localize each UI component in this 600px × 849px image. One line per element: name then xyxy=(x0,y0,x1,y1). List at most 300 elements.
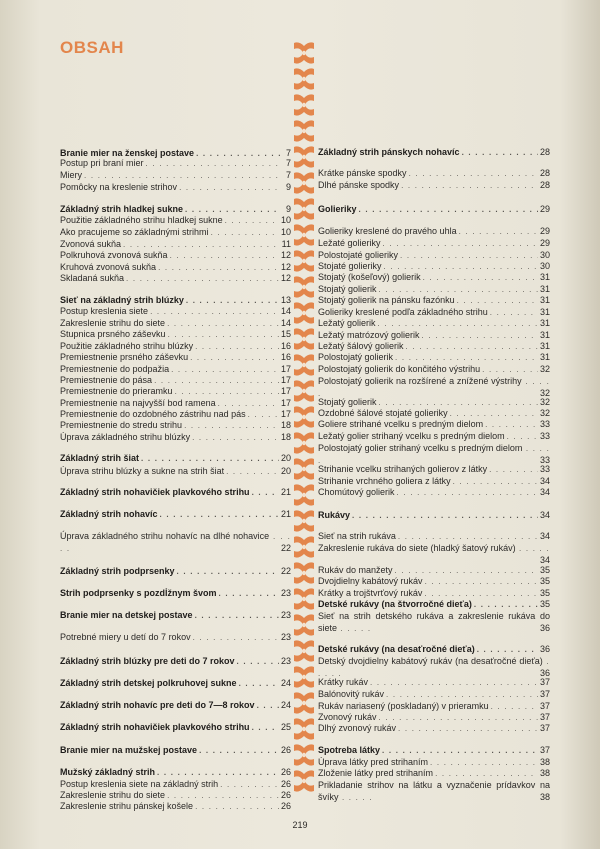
toc-entry-title: Stojatý golierik xyxy=(318,284,377,294)
toc-entry-title: Chomútový golierik xyxy=(318,487,395,497)
ornament-motif xyxy=(294,432,314,453)
toc-page-number: 17 xyxy=(280,364,291,374)
toc-leader-dots xyxy=(378,318,538,330)
toc-entry-title: Potrebné miery u detí do 7 rokov xyxy=(60,632,191,642)
toc-entry-title: Polostojaté golieriky xyxy=(318,250,399,260)
toc-leader-dots xyxy=(123,239,280,251)
toc-entry-title: Rukáv nariasený (poskladaný) v prieramku xyxy=(318,701,489,711)
toc-section-heading xyxy=(318,510,550,522)
toc-page-number: 20 xyxy=(280,453,291,463)
toc-leader-dots xyxy=(179,182,280,194)
toc-leader-dots xyxy=(150,306,279,318)
toc-leader-dots: . . . . . xyxy=(318,377,550,398)
toc-entry xyxy=(60,632,291,644)
toc-leader-dots xyxy=(195,801,279,813)
toc-page-number: 31 xyxy=(539,295,550,305)
toc-entry-title: Ozdobné šálové stojaté golieriky xyxy=(318,408,448,418)
toc-page-number: 10 xyxy=(280,227,291,237)
toc-leader-dots xyxy=(382,745,538,757)
ornament-motif xyxy=(294,484,314,505)
toc-page-number: 38 xyxy=(539,757,550,767)
toc-page-number: 10 xyxy=(280,215,291,225)
toc-page-number: 32 xyxy=(539,387,550,398)
toc-page-number: 30 xyxy=(539,250,550,260)
toc-leader-dots: . . . . . xyxy=(318,444,550,465)
ornament-motif xyxy=(294,120,314,141)
toc-leader-dots: . . . . . xyxy=(515,544,550,553)
toc-entry xyxy=(318,443,550,466)
toc-entry xyxy=(318,272,550,284)
toc-entry xyxy=(318,531,550,543)
toc-entry-title: Premiestnenie do pása xyxy=(60,375,153,385)
toc-leader-dots xyxy=(395,565,538,577)
toc-entry xyxy=(318,419,550,431)
toc-entry-title: Branie mier na ženskej postave xyxy=(60,148,195,158)
ornament-motif xyxy=(294,276,314,297)
toc-leader-dots xyxy=(450,408,538,420)
toc-leader-dots xyxy=(383,238,538,250)
ornament-motif xyxy=(294,588,314,609)
toc-page-number: 36 xyxy=(539,667,550,678)
toc-section-heading xyxy=(60,453,291,465)
ornament-motif xyxy=(294,224,314,245)
toc-entry-title: Základný strih nohavíc pre deti do 7—8 rokov xyxy=(60,700,255,710)
toc-entry-title: Zakreslenie strihu do siete xyxy=(60,318,166,328)
toc-entry-title: Zakreslenie strihu do siete xyxy=(60,790,166,800)
toc-page-number: 17 xyxy=(280,386,291,396)
toc-page-number: 31 xyxy=(539,318,550,328)
toc-entry xyxy=(318,656,550,679)
toc-leader-dots xyxy=(370,677,538,689)
toc-page-number: 25 xyxy=(280,722,291,732)
toc-page-number: 29 xyxy=(539,226,550,236)
toc-leader-dots xyxy=(190,352,279,364)
toc-page-number: 33 xyxy=(539,419,550,429)
toc-section-heading xyxy=(60,767,291,779)
toc-page-number: 24 xyxy=(280,678,291,688)
ornament-motif xyxy=(294,302,314,323)
toc-entry-title: Dvojdielny kabátový rukáv xyxy=(318,576,423,586)
toc-leader-dots xyxy=(474,599,538,611)
toc-entry-title: Polostojatý golier strihaný vcelku s predným dielom xyxy=(318,443,523,453)
toc-entry xyxy=(60,386,291,398)
toc-page-number: 36 xyxy=(539,644,550,654)
toc-entry-title: Golieriky xyxy=(318,204,357,214)
toc-leader-dots xyxy=(489,464,538,476)
toc-section-heading xyxy=(60,588,291,600)
toc-page-number: 34 xyxy=(539,487,550,497)
toc-entry xyxy=(318,431,550,443)
toc-leader-dots xyxy=(193,632,279,644)
toc-entry-title: Mužský základný strih xyxy=(60,767,156,777)
toc-leader-dots xyxy=(126,273,279,285)
toc-page-number: 26 xyxy=(280,790,291,800)
toc-entry xyxy=(318,780,550,803)
toc-entry xyxy=(318,352,550,364)
ornament-motif xyxy=(294,718,314,739)
toc-leader-dots xyxy=(425,576,538,588)
ornament-motif xyxy=(294,640,314,661)
toc-page-number: 35 xyxy=(539,576,550,586)
toc-entry-title: Krátke pánske spodky xyxy=(318,168,407,178)
toc-entry xyxy=(318,168,550,180)
toc-page-number: 12 xyxy=(280,273,291,283)
toc-leader-dots xyxy=(211,227,279,239)
toc-leader-dots xyxy=(485,419,538,431)
toc-page-number: 29 xyxy=(539,238,550,248)
toc-page-number: 33 xyxy=(539,431,550,441)
toc-leader-dots xyxy=(400,250,538,262)
toc-entry-title: Branie mier na detskej postave xyxy=(60,610,193,620)
ornament-motif xyxy=(294,146,314,167)
toc-entry xyxy=(60,250,291,262)
toc-leader-dots xyxy=(430,757,538,769)
toc-entry-title: Krátky rukáv xyxy=(318,677,369,687)
toc-entry-title: Zvonový rukáv xyxy=(318,712,377,722)
toc-leader-dots xyxy=(359,204,538,216)
toc-leader-dots xyxy=(490,307,538,319)
toc-page-number: 33 xyxy=(539,454,550,465)
toc-page-number: 37 xyxy=(539,712,550,722)
toc-page-number: 16 xyxy=(280,341,291,351)
toc-leader-dots xyxy=(422,330,538,342)
toc-leader-dots xyxy=(185,204,280,216)
toc-entry-title: Miery xyxy=(60,170,82,180)
toc-leader-dots xyxy=(160,509,279,521)
toc-entry-title: Premiestnenie do stredu strihu xyxy=(60,420,183,430)
toc-page-number: 26 xyxy=(280,779,291,789)
toc-entry xyxy=(318,723,550,735)
toc-page-number: 26 xyxy=(280,767,291,777)
toc-page-number: 37 xyxy=(539,745,550,755)
toc-entry-title: Strihanie vcelku strihaných golierov z látky xyxy=(318,464,488,474)
toc-leader-dots xyxy=(239,678,279,690)
toc-page-number: 38 xyxy=(539,791,550,802)
toc-entry-title: Krátky a trojštvrťový rukáv xyxy=(318,588,423,598)
toc-section-heading xyxy=(318,147,550,159)
toc-leader-dots xyxy=(177,566,279,578)
toc-entry-title: Sieť na strih detského rukáva a zakreslenie rukáva do siete xyxy=(318,611,550,633)
toc-leader-dots xyxy=(192,432,279,444)
toc-entry xyxy=(60,352,291,364)
toc-page-number: 22 xyxy=(280,566,291,576)
toc-leader-dots xyxy=(401,180,538,192)
toc-entry-title: Úprava strihu blúzky a sukne na strih šiat xyxy=(60,466,225,476)
toc-leader-dots xyxy=(219,588,279,600)
toc-entry-title: Stojatý golierik na pánsku fazónku xyxy=(318,295,455,305)
toc-page-number: 12 xyxy=(280,250,291,260)
toc-entry xyxy=(318,677,550,689)
toc-leader-dots xyxy=(184,420,279,432)
toc-page-number: 29 xyxy=(539,204,550,214)
toc-entry xyxy=(318,295,550,307)
toc-leader-dots xyxy=(167,790,279,802)
toc-page-number: 31 xyxy=(539,272,550,282)
toc-section-heading xyxy=(60,509,291,521)
toc-page-number: 18 xyxy=(280,420,291,430)
toc-page-number: 34 xyxy=(539,510,550,520)
toc-page-number: 30 xyxy=(539,261,550,271)
toc-entry-title: Premiestnenie do prieramku xyxy=(60,386,173,396)
toc-page-number: 24 xyxy=(280,700,291,710)
toc-leader-dots xyxy=(171,364,279,376)
toc-entry-title: Kruhová zvonová sukňa xyxy=(60,262,157,272)
ornament-motif xyxy=(294,172,314,193)
toc-leader-dots xyxy=(379,712,538,724)
ornament-motif xyxy=(294,354,314,375)
toc-entry-title: Základný strih pánskych nohavíc xyxy=(318,147,460,157)
toc-entry-title: Postup pri braní mier xyxy=(60,158,144,168)
toc-page-number: 33 xyxy=(539,464,550,474)
toc-page-number: 32 xyxy=(539,397,550,407)
toc-section-heading xyxy=(60,745,291,757)
toc-leader-dots xyxy=(252,722,279,734)
toc-entry-title: Základný strih hladkej sukne xyxy=(60,204,184,214)
toc-leader-dots xyxy=(482,364,538,376)
toc-leader-dots: . . . . . xyxy=(318,657,550,678)
ornament-motif xyxy=(294,744,314,765)
toc-page-number: 7 xyxy=(285,148,291,158)
ornament-motif xyxy=(294,510,314,531)
toc-entry-title: Dlhé pánske spodky xyxy=(318,180,400,190)
ornament-motif xyxy=(294,614,314,635)
toc-leader-dots xyxy=(395,352,538,364)
toc-page-number: 35 xyxy=(539,565,550,575)
toc-page-number: 17 xyxy=(280,398,291,408)
toc-page-number: 21 xyxy=(280,509,291,519)
toc-section-heading xyxy=(60,678,291,690)
toc-leader-dots xyxy=(352,510,538,522)
toc-entry-title: Ležaté golieriky xyxy=(318,238,381,248)
toc-entry-title: Spotreba látky xyxy=(318,745,381,755)
toc-page-number: 26 xyxy=(280,801,291,811)
toc-leader-dots xyxy=(379,397,538,409)
toc-entry xyxy=(60,182,291,194)
toc-entry xyxy=(318,464,550,476)
toc-entry-title: Úprava základného strihu blúzky xyxy=(60,432,191,442)
toc-leader-dots xyxy=(459,226,538,238)
toc-entry xyxy=(60,227,291,239)
toc-entry xyxy=(60,466,291,478)
toc-leader-dots xyxy=(462,147,538,159)
toc-leader-dots xyxy=(386,689,538,701)
toc-page-number: 7 xyxy=(285,158,291,168)
toc-leader-dots xyxy=(491,701,538,713)
toc-leader-dots xyxy=(157,767,279,779)
toc-entry-title: Premiestnenie na najvyšší bod ramena xyxy=(60,398,216,408)
toc-entry-title: Dlhý zvonový rukáv xyxy=(318,723,397,733)
toc-entry xyxy=(60,531,291,554)
toc-page-number: 32 xyxy=(539,364,550,374)
toc-entry-title: Sieť na základný strih blúzky xyxy=(60,295,184,305)
toc-leader-dots xyxy=(397,487,538,499)
ornament-motif xyxy=(294,406,314,427)
toc-entry xyxy=(318,611,550,634)
toc-page-number: 34 xyxy=(539,531,550,541)
toc-page-number: 21 xyxy=(280,487,291,497)
toc-entry xyxy=(60,215,291,227)
toc-entry-title: Ležatý golier strihaný vcelku s predným dielom xyxy=(318,431,505,441)
toc-entry-title: Postup kreslenia siete xyxy=(60,306,149,316)
toc-entry-title: Použitie základného strihu blúzky xyxy=(60,341,194,351)
toc-entry-title: Polkruhová zvonová sukňa xyxy=(60,250,168,260)
toc-leader-dots xyxy=(252,487,279,499)
toc-entry-title: Rukávy xyxy=(318,510,351,520)
toc-section-heading xyxy=(60,722,291,734)
toc-page-number: 23 xyxy=(280,656,291,666)
ornament-motif xyxy=(294,42,314,63)
toc-entry-title: Základný strih nohavičiek plavkového strihu xyxy=(60,722,250,732)
toc-entry-title: Golieriky kreslené do pravého uhla xyxy=(318,226,457,236)
toc-leader-dots xyxy=(507,431,538,443)
toc-page-number: 26 xyxy=(280,745,291,755)
toc-page-number: 7 xyxy=(285,170,291,180)
toc-entry-title: Základný strih podprsenky xyxy=(60,566,175,576)
toc-section-heading xyxy=(318,644,550,656)
toc-entry xyxy=(318,576,550,588)
toc-entry-title: Goliere strihané vcelku s predným dielom xyxy=(318,419,484,429)
toc-leader-dots xyxy=(457,295,538,307)
toc-entry-title: Ležatý matrózový golierik xyxy=(318,330,420,340)
toc-entry-title: Stojaté golieriky xyxy=(318,261,382,271)
toc-entry-title: Úprava základného strihu nohavíc na dlhé nohavice xyxy=(60,531,270,541)
ornamental-border xyxy=(293,40,315,815)
toc-leader-dots xyxy=(168,329,279,341)
toc-entry-title: Stojatý golierik xyxy=(318,397,377,407)
toc-page-number: 22 xyxy=(280,542,291,553)
toc-leader-dots xyxy=(146,158,280,170)
toc-entry xyxy=(60,432,291,444)
ornament-motif xyxy=(294,68,314,89)
toc-entry xyxy=(60,420,291,432)
toc-page-number: 28 xyxy=(539,168,550,178)
toc-entry-title: Premiestnenie prsného záševku xyxy=(60,352,189,362)
toc-entry-title: Detské rukávy (na štvorročné dieťa) xyxy=(318,599,472,609)
toc-page-number: 12 xyxy=(280,262,291,272)
toc-page-number: 20 xyxy=(280,466,291,476)
toc-page-number: 23 xyxy=(280,610,291,620)
toc-entry-title: Polostojatý golierik na rozšírené a znížené výstrihy xyxy=(318,376,522,386)
toc-entry-title: Ležatý šálový golierik xyxy=(318,341,404,351)
ornament-motif xyxy=(294,536,314,557)
ornament-motif xyxy=(294,328,314,349)
toc-entry-title: Strih podprsenky s pozdĺžnym švom xyxy=(60,588,217,598)
toc-leader-dots xyxy=(195,610,279,622)
ornament-motif xyxy=(294,562,314,583)
toc-entry-title: Použitie základného strihu hladkej sukne xyxy=(60,215,223,225)
toc-entry xyxy=(318,364,550,376)
toc-page-number: 17 xyxy=(280,375,291,385)
toc-page-number: 17 xyxy=(280,409,291,419)
toc-page-number: 28 xyxy=(539,180,550,190)
toc-leader-dots xyxy=(453,476,538,488)
toc-entry-title: Stojatý (košeľový) golierik xyxy=(318,272,421,282)
toc-entry xyxy=(60,306,291,318)
toc-page-number: 31 xyxy=(539,284,550,294)
toc-entry xyxy=(318,487,550,499)
toc-leader-dots xyxy=(220,779,279,791)
toc-leader-dots xyxy=(237,656,279,668)
toc-leader-dots xyxy=(435,768,538,780)
toc-leader-dots xyxy=(175,386,279,398)
toc-leader-dots xyxy=(141,453,279,465)
toc-entry-title: Skladaná sukňa xyxy=(60,273,125,283)
toc-leader-dots xyxy=(167,318,279,330)
toc-entry-title: Detské rukávy (na desaťročné dieťa) xyxy=(318,644,475,654)
toc-page-number: 28 xyxy=(539,147,550,157)
toc-page-number: 16 xyxy=(280,352,291,362)
toc-leader-dots: . . . . . xyxy=(60,532,291,553)
toc-entry-title: Ležatý golierik xyxy=(318,318,376,328)
toc-entry xyxy=(318,768,550,780)
toc-entry-title: Rukáv do manžety xyxy=(318,565,393,575)
toc-page-number: 9 xyxy=(285,182,291,192)
toc-page-number: 23 xyxy=(280,588,291,598)
ornament-motif xyxy=(294,692,314,713)
ornament-motif xyxy=(294,458,314,479)
toc-leader-dots xyxy=(158,262,279,274)
toc-page-number: 18 xyxy=(280,432,291,442)
toc-entry-title: Základný strih šiat xyxy=(60,453,140,463)
toc-entry-title: Strihanie vrchného goliera z látky xyxy=(318,476,451,486)
toc-entry-title: Zloženie látky pred strihaním xyxy=(318,768,434,778)
toc-entry xyxy=(318,376,550,399)
toc-section-heading xyxy=(318,204,550,216)
page-title: OBSAH xyxy=(60,38,124,57)
toc-entry-title: Prikladanie strihov na látku a vyznačenie prídavkov na švíky xyxy=(318,780,550,802)
toc-leader-dots xyxy=(424,588,538,600)
toc-entry xyxy=(318,238,550,250)
toc-section-heading xyxy=(60,566,291,578)
toc-entry-title: Zakreslenie rukáva do siete (hladký šatový rukáv) xyxy=(318,543,516,553)
toc-leader-dots xyxy=(186,295,279,307)
toc-entry xyxy=(60,801,291,813)
toc-entry-title: Premiestnenie do ozdobného zástrihu nad pás xyxy=(60,409,246,419)
toc-leader-dots xyxy=(248,409,279,421)
toc-page-number: 34 xyxy=(539,476,550,486)
toc-page-number: 14 xyxy=(280,306,291,316)
page-number: 219 xyxy=(292,820,308,830)
toc-page-number: 38 xyxy=(539,768,550,778)
toc-entry xyxy=(60,329,291,341)
toc-entry-title: Úprava látky pred strihaním xyxy=(318,757,429,767)
toc-page-number: 31 xyxy=(539,352,550,362)
toc-entry-title: Premiestnenie do podpažia xyxy=(60,364,170,374)
toc-leader-dots xyxy=(199,745,279,757)
toc-leader-dots xyxy=(398,531,538,543)
toc-entry-title: Základný strih nohavíc xyxy=(60,509,158,519)
toc-leader-dots xyxy=(409,168,538,180)
toc-page-number: 34 xyxy=(539,554,550,565)
toc-entry-title: Golieriky kreslené podľa základného strihu xyxy=(318,307,488,317)
toc-section-heading xyxy=(60,610,291,622)
toc-entry-title: Základný strih detskej polkruhovej sukne xyxy=(60,678,237,688)
toc-page-number: 35 xyxy=(539,588,550,598)
toc-section-heading xyxy=(318,745,550,757)
toc-section-heading xyxy=(318,599,550,611)
toc-page-number: 36 xyxy=(539,622,550,633)
toc-leader-dots xyxy=(423,272,538,284)
ornament-motif xyxy=(294,380,314,401)
toc-leader-dots xyxy=(225,215,279,227)
toc-entry xyxy=(60,158,291,170)
toc-entry-title: Balónovitý rukáv xyxy=(318,689,385,699)
toc-entry-title: Pomôcky na kreslenie strihov xyxy=(60,182,178,192)
toc-leader-dots: . . . . . xyxy=(337,623,372,633)
toc-entry-title: Zvonová sukňa xyxy=(60,239,122,249)
toc-leader-dots xyxy=(384,261,538,273)
toc-entry-title: Polostojatý golierik do končitého výstrihu xyxy=(318,364,481,374)
